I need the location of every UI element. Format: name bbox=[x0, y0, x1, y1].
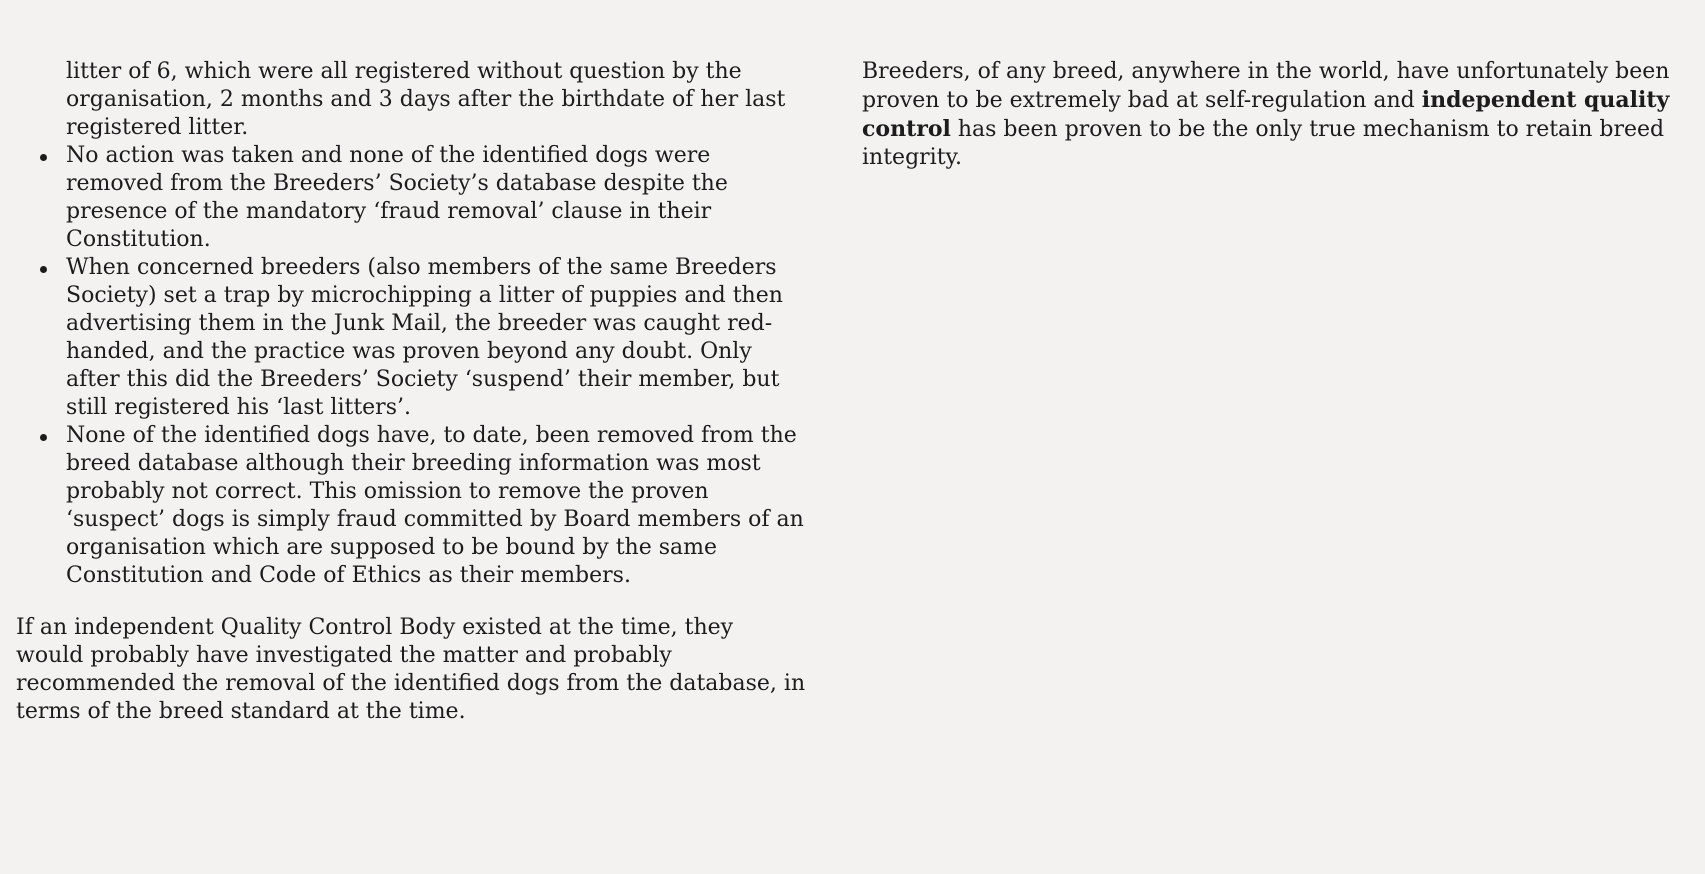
continued-list-item-text: litter of 6, which were all registered without question by the organisation, 2 months and 3 days after the birthdate of her last registered litter. bbox=[66, 59, 786, 140]
conclusion-paragraph bbox=[862, 58, 1682, 172]
closing-paragraph: If an independent Quality Control Body existed at the time, they would probably have investigated the matter and probably recommended the removal of the identified dogs from the database, in terms of the breed standard at the time. bbox=[16, 615, 806, 724]
conclusion-text-end: has been proven to be the only true mechanism to retain breed integrity. bbox=[862, 117, 1665, 170]
list-item-text: No action was taken and none of the identified dogs were removed from the Breeders’ Society’s database despite the presence of the mandatory ‘fraud removal’ clause in their Constitution. bbox=[66, 143, 728, 252]
conclusion-text-start: Breeders, of any breed, anywhere in the world, have unfortunately been proven to be extremely bad at self-regulation and bbox=[862, 59, 1670, 113]
left-column bbox=[16, 58, 806, 726]
list-item bbox=[66, 254, 806, 422]
bullet-icon bbox=[40, 434, 47, 441]
bullet-list bbox=[16, 142, 806, 590]
list-item bbox=[66, 142, 806, 254]
bullet-icon bbox=[40, 154, 47, 161]
right-column bbox=[862, 58, 1682, 172]
list-item-text: When concerned breeders (also members of the same Breeders Society) set a trap by microchipping a litter of puppies and then advertising them in the Junk Mail, the breeder was caught red-handed, and the practice was proven beyond any doubt. Only after this did the Breeders’ Society ‘suspend’ their member, but still registered his ‘last litters’. bbox=[66, 255, 783, 420]
conclusion-emphasis: independent quality control bbox=[862, 87, 1670, 142]
list-item-text: None of the identified dogs have, to date, been removed from the breed database although their breeding information was most probably not correct. This omission to remove the proven ‘suspect’ dogs is simply fraud committed by Board members of an organisation which are supposed to be bound by the same Constitution and Code of Ethics as their members. bbox=[66, 423, 804, 588]
list-item bbox=[66, 422, 806, 590]
bullet-icon bbox=[40, 266, 47, 273]
